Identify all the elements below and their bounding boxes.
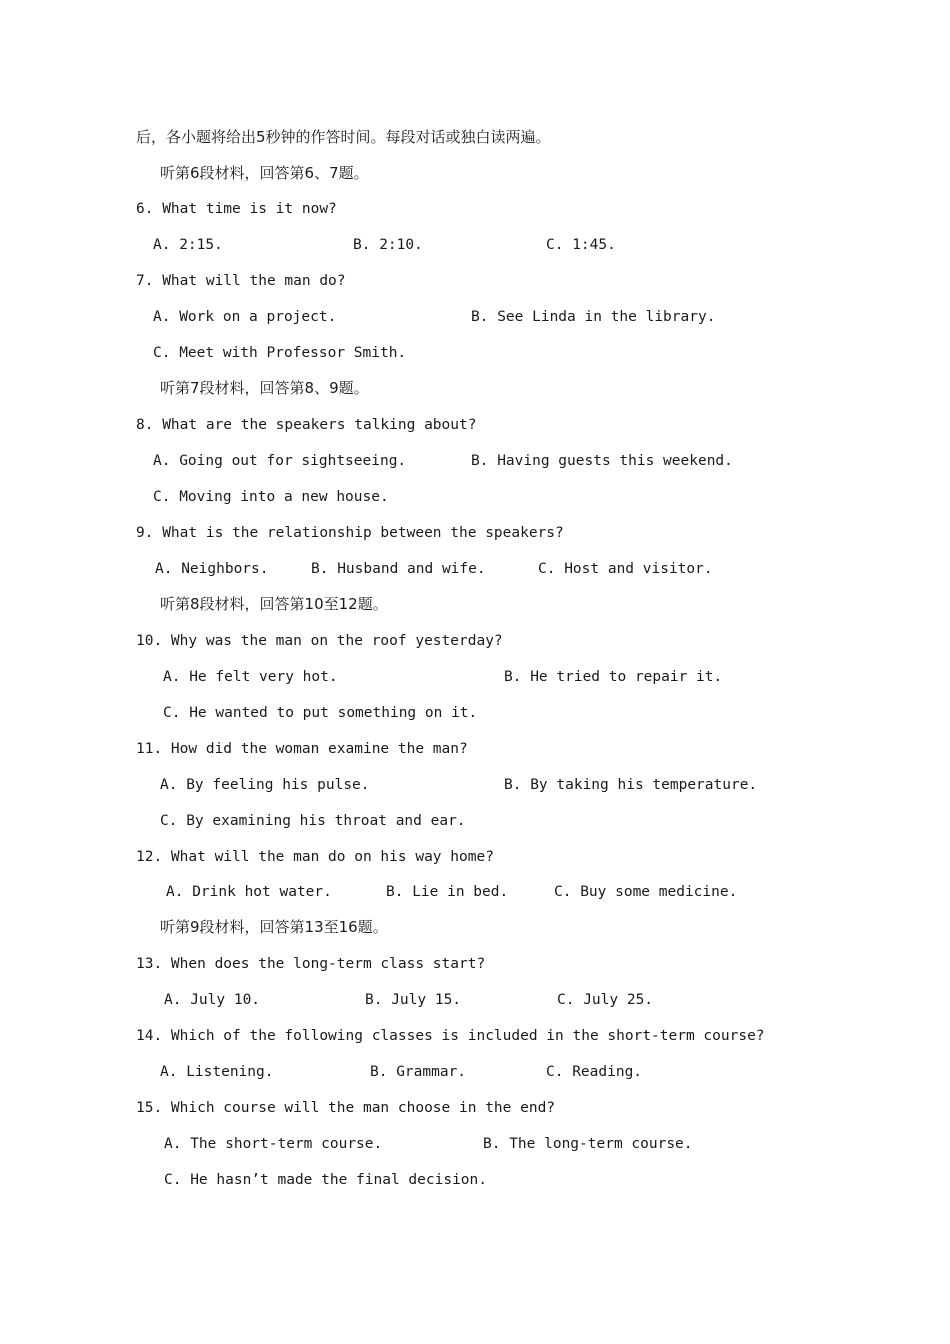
option-c: C. 1:45. [546,237,616,253]
section-heading: 听第7段材料，回答第8、9题。 [160,379,369,397]
option-c: C. He hasn’t made the final decision. [164,1172,488,1188]
option-b: B. Husband and wife. [311,561,486,577]
option-c: C. Host and visitor. [538,561,713,577]
question-text: 7. What will the man do? [136,273,346,289]
option-a: A. Going out for sightseeing. [153,453,407,469]
option-a: A. The short-term course. [164,1136,383,1152]
intro-text: 后，各小题将给出5秒钟的作答时间。每段对话或独白读两遍。 [136,128,551,146]
option-b: B. Having guests this weekend. [471,453,733,469]
option-c: C. By examining his throat and ear. [160,813,466,829]
option-b: B. 2:10. [353,237,423,253]
option-a: A. July 10. [164,992,261,1008]
question-text: 10. Why was the man on the roof yesterday? [136,633,503,649]
option-a: A. Listening. [160,1064,274,1080]
option-a: A. 2:15. [153,237,223,253]
question-text: 9. What is the relationship between the speakers? [136,525,564,541]
option-b: B. See Linda in the library. [471,309,716,325]
question-text: 11. How did the woman examine the man? [136,741,468,757]
option-b: B. He tried to repair it. [504,669,723,685]
section-heading: 听第8段材料，回答第10至12题。 [160,595,388,613]
option-a: A. Drink hot water. [166,884,332,900]
question-text: 8. What are the speakers talking about? [136,417,477,433]
question-text: 6. What time is it now? [136,201,337,217]
question-text: 13. When does the long-term class start? [136,956,486,972]
option-c: C. Reading. [546,1064,643,1080]
option-a: A. Neighbors. [155,561,269,577]
option-b: B. July 15. [365,992,462,1008]
section-heading: 听第9段材料，回答第13至16题。 [160,918,388,936]
option-a: A. By feeling his pulse. [160,777,370,793]
question-text: 14. Which of the following classes is included in the short-term course? [136,1028,765,1044]
option-b: B. Lie in bed. [386,884,509,900]
question-text: 12. What will the man do on his way home? [136,849,494,865]
option-a: A. He felt very hot. [163,669,338,685]
option-c: C. Buy some medicine. [554,884,738,900]
option-a: A. Work on a project. [153,309,337,325]
question-text: 15. Which course will the man choose in the end? [136,1100,556,1116]
option-b: B. The long-term course. [483,1136,693,1152]
option-c: C. Meet with Professor Smith. [153,345,407,361]
option-c: C. Moving into a new house. [153,489,389,505]
option-c: C. He wanted to put something on it. [163,705,478,721]
option-b: B. Grammar. [370,1064,467,1080]
section-heading: 听第6段材料，回答第6、7题。 [160,164,369,182]
option-b: B. By taking his temperature. [504,777,758,793]
option-c: C. July 25. [557,992,654,1008]
